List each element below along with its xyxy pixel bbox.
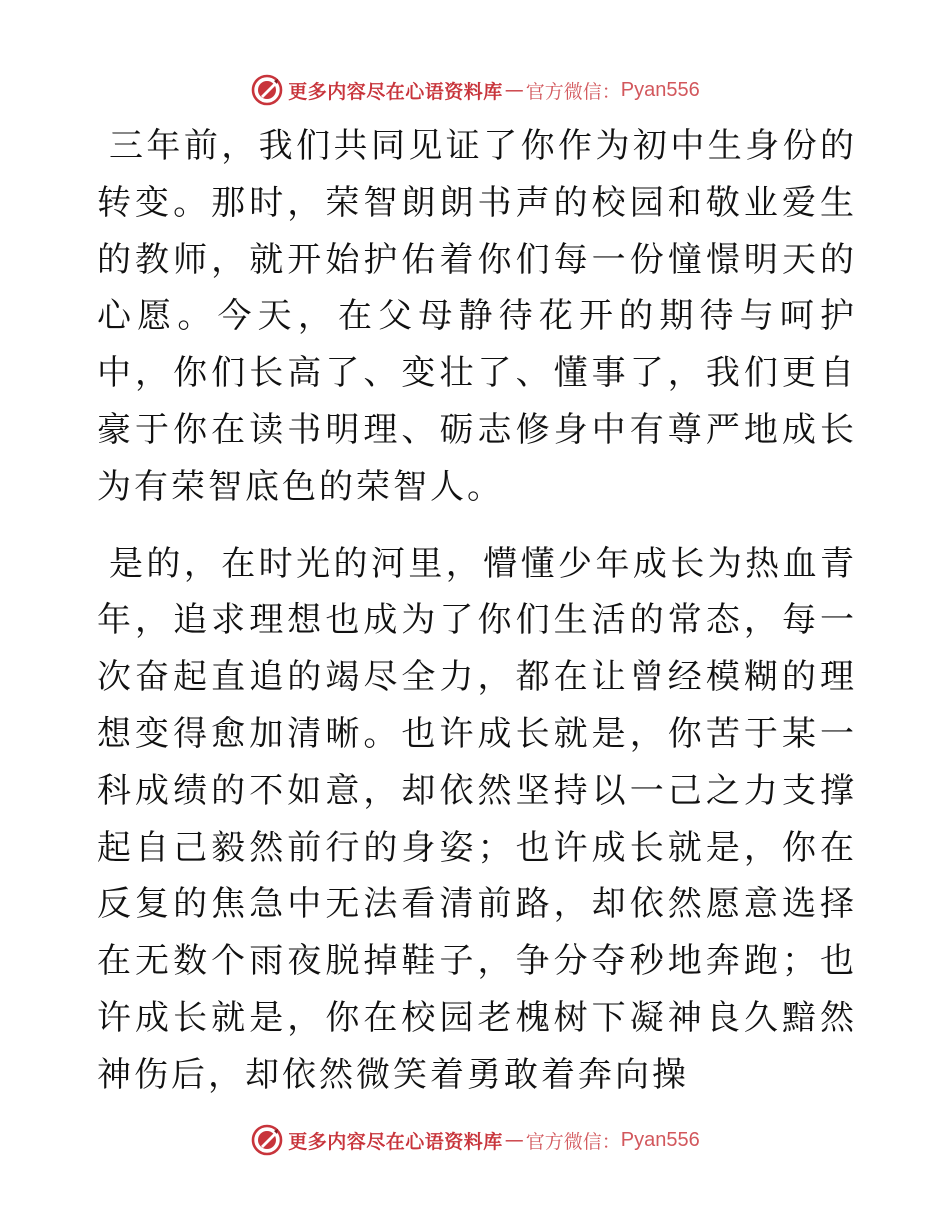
wechat-id: Pyan556 [620,78,700,101]
site-name: 更多内容尽在心语资料库 [288,80,503,103]
paragraph-1: 三年前，我们共同见证了你作为初中生身份的转变。那时，荣智朗朗书声的校园和敬业爱生的教师，就开始护佑着你们每一份憧憬明天的心愿。今天，在父母静待花开的期待与呵护中，你们长高了、变壮了、懂事了，我们更自豪于你在读书明理、砺志修身中有尊严地成长为有荣智底色的荣智人。 [97,126,857,507]
footer-watermark [0,1120,950,1160]
wechat-label: 官方微信： [525,1130,621,1153]
document-body [97,118,857,1124]
logo-icon [250,1123,284,1157]
logo-icon [250,73,284,107]
header-watermark [0,70,950,110]
site-name: 更多内容尽在心语资料库 [288,1130,503,1153]
banner-separator: — [504,1129,524,1151]
banner-separator: — [504,79,524,101]
wechat-label: 官方微信： [525,80,621,103]
paragraph-2: 是的，在时光的河里，懵懂少年成长为热血青年，追求理想也成为了你们生活的常态，每一次奋起直追的竭尽全力，都在让曾经模糊的理想变得愈加清晰。也许成长就是，你苦于某一科成绩的不如意，却依然坚持以一己之力支撑起自己毅然前行的身姿；也许成长就是，你在反复的焦急中无法看清前路，却依然愿意选择在无数个雨夜脱掉鞋子，争分夺秒地奔跑；也许成长就是，你在校园老槐树下凝神良久黯然神伤后，却依然微笑着勇敢着奔向操 [97,543,857,1095]
wechat-id: Pyan556 [620,1128,700,1151]
